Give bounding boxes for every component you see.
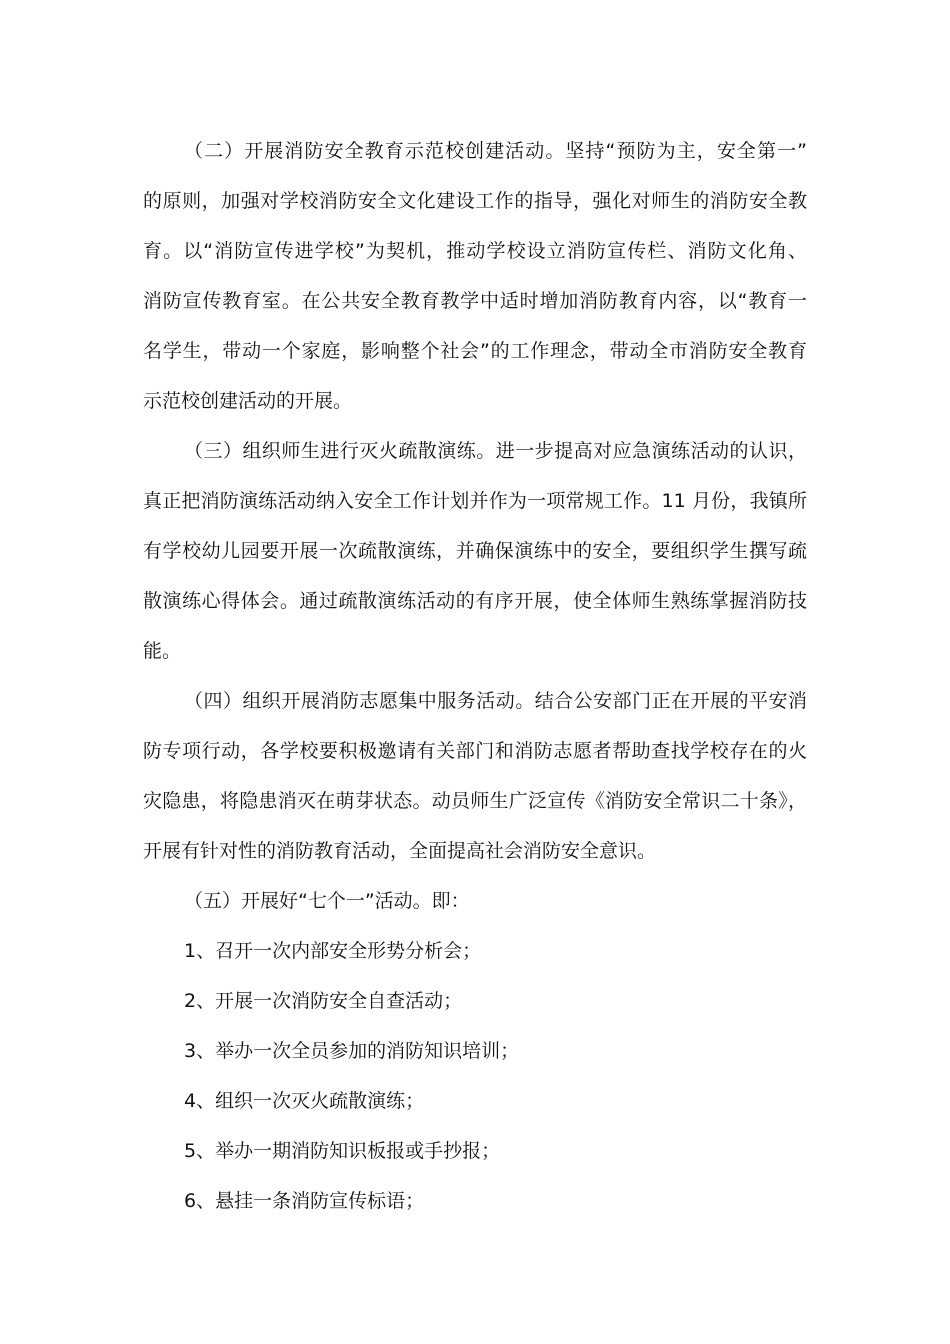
- paragraph-line: （四）组织开展消防志愿集中服务活动。结合公安部门正在开展的平安消: [184, 690, 807, 712]
- paragraph-line: 示范校创建活动的开展。: [143, 390, 353, 412]
- paragraph-line: 防专项行动，各学校要积极邀请有关部门和消防志愿者帮助查找学校存在的火: [143, 740, 807, 762]
- paragraph-line: 育。以“消防宣传进学校”为契机，推动学校设立消防宣传栏、消防文化角、: [143, 240, 807, 262]
- list-item: 5、举办一期消防知识板报或手抄报；: [184, 1140, 501, 1162]
- paragraph-line: 消防宣传教育室。在公共安全教育教学中适时增加消防教育内容，以“教育一: [143, 290, 807, 312]
- paragraph-line: 散演练心得体会。通过疏散演练活动的有序开展，使全体师生熟练掌握消防技: [143, 590, 807, 612]
- paragraph-line: （五）开展好“七个一”活动。即：: [184, 890, 470, 912]
- paragraph-line: 有学校幼儿园要开展一次疏散演练，并确保演练中的安全，要组织学生撰写疏: [143, 540, 807, 562]
- paragraph-line: （三）组织师生进行灭火疏散演练。进一步提高对应急演练活动的认识，: [184, 440, 807, 462]
- document-body: [143, 126, 807, 1226]
- paragraph-line: 的原则，加强对学校消防安全文化建设工作的指导，强化对师生的消防安全教: [143, 190, 807, 212]
- list-item: 1、召开一次内部安全形势分析会；: [184, 940, 482, 962]
- paragraph-line: （二）开展消防安全教育示范校创建活动。坚持“预防为主，安全第一”: [184, 140, 807, 162]
- paragraph-line: 真正把消防演练活动纳入安全工作计划并作为一项常规工作。11 月份，我镇所: [143, 490, 807, 512]
- list-item: 2、开展一次消防安全自查活动；: [184, 990, 463, 1012]
- list-item: 6、悬挂一条消防宣传标语；: [184, 1190, 425, 1212]
- list-item: 4、组织一次灭火疏散演练；: [184, 1090, 425, 1112]
- paragraph-line: 灾隐患，将隐患消灭在萌芽状态。动员师生广泛宣传《消防安全常识二十条》，: [143, 790, 807, 812]
- paragraph-line: 开展有针对性的消防教育活动，全面提高社会消防安全意识。: [143, 840, 657, 862]
- paragraph-line: 名学生，带动一个家庭，影响整个社会”的工作理念，带动全市消防安全教育: [143, 340, 807, 362]
- paragraph-line: 能。: [143, 640, 182, 662]
- list-item: 3、举办一次全员参加的消防知识培训；: [184, 1040, 520, 1062]
